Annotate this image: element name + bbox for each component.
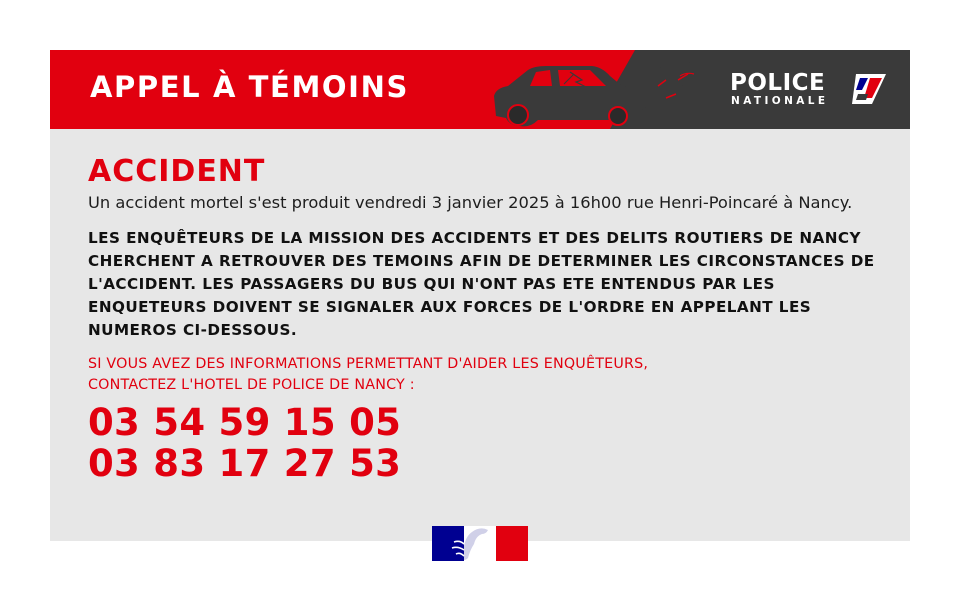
logo-nationale-text: NATIONALE (731, 95, 829, 107)
crashed-car-icon (490, 58, 720, 128)
phone-number-1[interactable]: 03 54 59 15 05 (88, 401, 402, 444)
tricolor-wing-icon (850, 72, 888, 106)
banner-title: APPEL À TÉMOINS (90, 70, 409, 104)
accident-intro: Un accident mortel s'est produit vendredi 3 janvier 2025 à 16h00 rue Henri-Poincaré à Nancy. (88, 193, 853, 212)
contact-info-line2: CONTACTEZ L'HOTEL DE POLICE DE NANCY : (88, 377, 415, 393)
contact-info-line1: SI VOUS AVEZ DES INFORMATIONS PERMETTANT D'AIDER LES ENQUÊTEURS, (88, 356, 649, 372)
accident-heading: ACCIDENT (88, 154, 266, 189)
header-banner (50, 50, 910, 129)
logo-police-text: POLICE (730, 70, 826, 96)
main-content (88, 155, 878, 485)
contact-info (88, 354, 878, 396)
phone-number-2[interactable]: 03 83 17 27 53 (88, 442, 402, 485)
witness-appeal-card (50, 50, 910, 541)
appeal-body: LES ENQUÊTEURS DE LA MISSION DES ACCIDENTS ET DES DELITS ROUTIERS DE NANCY CHERCHENT A RETROUVER DES TEMOINS AFIN DE DETERMINER LES CIRCONSTANCES DE L'ACCIDENT. LES PASSAGERS DU BUS QUI N'ONT PAS ETE ENTENDUS PAR LES ENQUETEURS DOIVENT SE SIGNALER AUX FORCES DE L'ORDRE EN APPELANT LES NUMEROS CI-DESSOUS. (88, 229, 875, 339)
police-nationale-logo (730, 70, 890, 110)
marianne-icon (432, 526, 528, 561)
